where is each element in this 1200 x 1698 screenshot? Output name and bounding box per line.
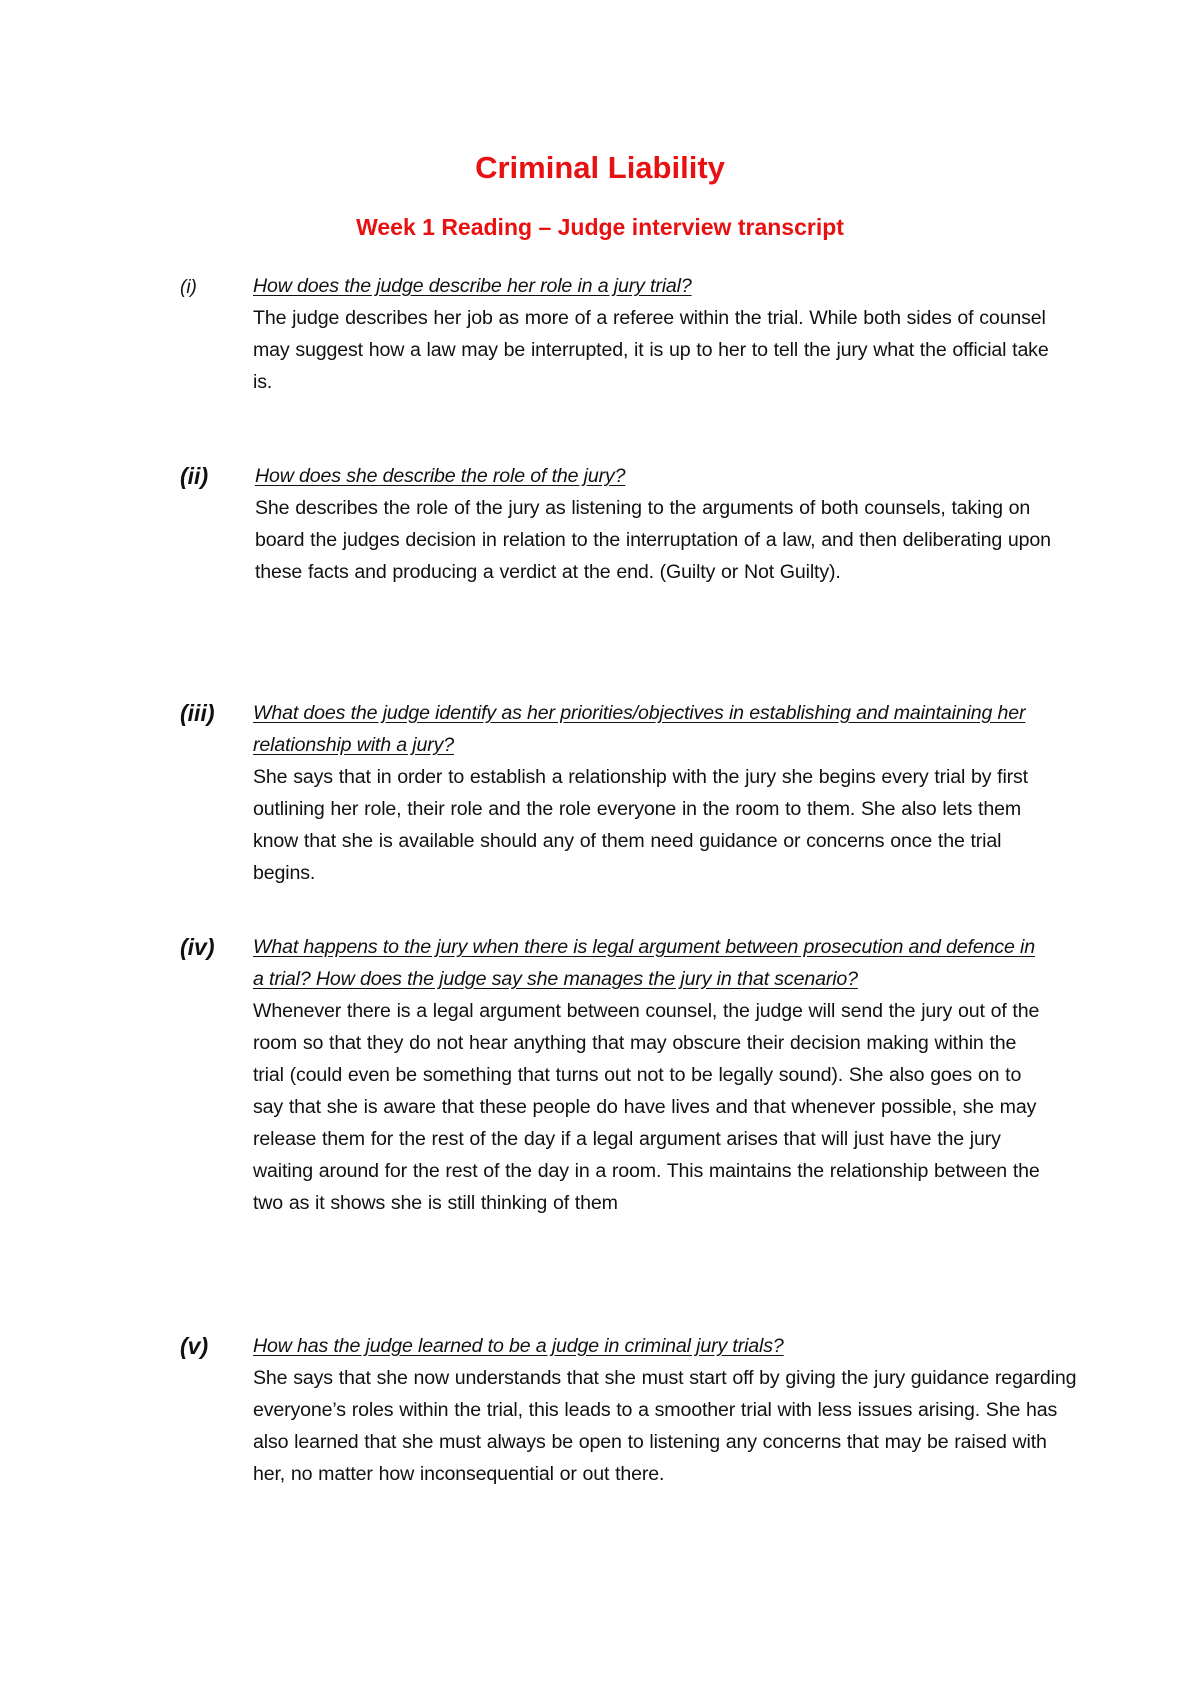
- answer-text: She describes the role of the jury as listening to the arguments of both counsels, taking on board the judges decision in relation to the interruptation of a law, and then deliberating upon these facts and producing a verdict at the end. (Guilty or Not Guilty).: [255, 497, 1051, 583]
- document-title: Criminal Liability: [475, 150, 725, 185]
- question-number: (iii): [180, 700, 215, 726]
- question-number: (ii): [180, 463, 209, 489]
- question-content: [253, 931, 1043, 1219]
- answer-text: She says that she now understands that she must start off by giving the jury guidance regarding everyone’s roles within the trial, this leads to a smoother trial with less issues arising. She has also learned that she must always be open to listening any concerns that may be raised with her, no matter how inconsequential or out there.: [253, 1367, 1077, 1485]
- question-content: [253, 697, 1033, 889]
- question-content: [253, 1330, 1083, 1490]
- question-number: (v): [180, 1333, 209, 1359]
- question-text: How does the judge describe her role in a jury trial?: [253, 275, 692, 297]
- question-number: (i): [180, 277, 197, 298]
- document-subtitle: Week 1 Reading – Judge interview transcript: [356, 214, 844, 240]
- question-content: [255, 460, 1065, 588]
- question-number: (iv): [180, 934, 215, 960]
- question-text: How has the judge learned to be a judge in criminal jury trials?: [253, 1335, 784, 1357]
- answer-text: Whenever there is a legal argument between counsel, the judge will send the jury out of the room so that they do not hear anything that may obscure their decision making within the trial (could even be something that turns out not to be legally sound). She also goes on to say that she is aware that these people do have lives and that whenever possible, she may release them for the rest of the day if a legal argument arises that will just have the jury waiting around for the rest of the day in a room. This maintains the relationship between the two as it shows she is still thinking of them: [253, 1000, 1040, 1214]
- answer-text: The judge describes her job as more of a referee within the trial. While both sides of counsel may suggest how a law may be interrupted, it is up to her to tell the jury what the official take is.: [253, 307, 1049, 393]
- question-content: [253, 270, 1073, 398]
- question-text: What does the judge identify as her priorities/objectives in establishing and maintaining her relationship with a jury?: [253, 702, 1026, 756]
- question-text: How does she describe the role of the jury?: [255, 465, 626, 487]
- answer-text: She says that in order to establish a relationship with the jury she begins every trial by first outlining her role, their role and the role everyone in the room to them. She also lets them know that she is available should any of them need guidance or concerns once the trial begins.: [253, 766, 1028, 884]
- question-text: What happens to the jury when there is legal argument between prosecution and defence in a trial? How does the judge say she manages the jury in that scenario?: [253, 936, 1035, 990]
